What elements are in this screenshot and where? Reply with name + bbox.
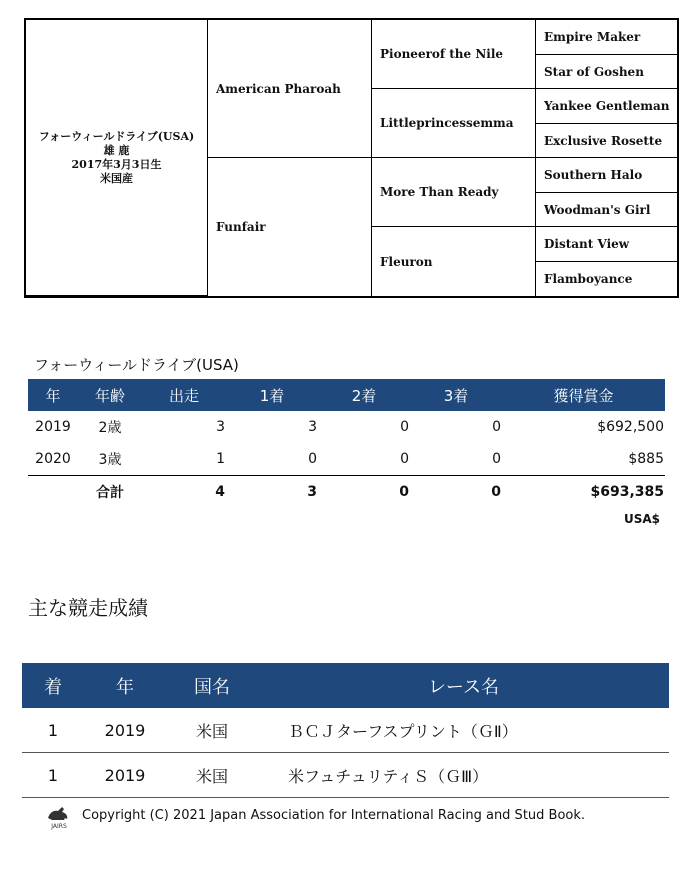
grandparent-cell: More Than Ready (372, 158, 536, 227)
race-header: 着 (22, 663, 84, 708)
record-header-row (28, 379, 665, 411)
record-cell: $692,500 (597, 419, 664, 435)
race-header: 年 (84, 663, 166, 708)
record-total-cell: 4 (142, 476, 226, 509)
race-row (22, 708, 669, 753)
great-grandparent-cell: Distant View (536, 227, 679, 262)
subject-horse-cell (26, 20, 208, 296)
record-header: 出走 (142, 379, 226, 411)
record-cell: 0 (400, 451, 409, 467)
record-header: 2着 (318, 379, 410, 411)
record-cell: 2歳 (98, 420, 122, 436)
race-cell: ＢＣＪターフスプリント（ＧⅡ） (258, 708, 669, 753)
race-cell: 米国 (166, 753, 258, 798)
race-header-row (22, 663, 669, 708)
record-cell: 3歳 (98, 452, 122, 468)
great-grandparent-cell: Exclusive Rosette (536, 124, 679, 158)
dam-cell: Funfair (208, 158, 372, 296)
record-cell: 2020 (35, 451, 71, 467)
record-cell: 1 (216, 451, 225, 467)
record-cell: $885 (628, 451, 664, 467)
subject-sex: 雄 鹿 (103, 143, 130, 157)
grandparent-cell: Littleprincessemma (372, 89, 536, 158)
sire-cell: American Pharoah (208, 20, 372, 158)
subject-name: フォーウィールドライブ(USA) (38, 129, 195, 143)
record-header: 年 (28, 379, 78, 411)
race-header: 国名 (166, 663, 258, 708)
record-header: 獲得賞金 (502, 379, 665, 411)
great-grandparent-cell: Star of Goshen (536, 55, 679, 89)
race-cell: 2019 (84, 753, 166, 798)
subject-born: 2017年3月3日生 (71, 157, 162, 171)
footer (44, 800, 684, 830)
record-cell: 0 (492, 451, 501, 467)
record-row (28, 443, 665, 476)
record-cell: 0 (492, 419, 501, 435)
race-cell: 米フュチュリティＳ（ＧⅢ） (258, 753, 669, 798)
race-cell: 1 (22, 708, 84, 753)
record-total-row (28, 476, 665, 509)
record-header: 3着 (410, 379, 502, 411)
record-cell: 2019 (35, 419, 71, 435)
great-grandparent-cell: Yankee Gentleman (536, 89, 679, 124)
record-cell: 0 (308, 451, 317, 467)
race-cell: 2019 (84, 708, 166, 753)
race-row (22, 753, 669, 798)
major-results-table (22, 663, 669, 798)
record-total-cell: 3 (226, 476, 318, 509)
great-grandparent-cell: Woodman's Girl (536, 193, 679, 227)
copyright-text: Copyright (C) 2021 Japan Association for International Racing and Stud Book. (82, 807, 586, 823)
record-total-cell: $693,385 (502, 476, 665, 509)
race-cell: 米国 (166, 708, 258, 753)
race-cell: 1 (22, 753, 84, 798)
great-grandparent-cell: Southern Halo (536, 158, 679, 193)
record-cell: 0 (400, 419, 409, 435)
grandparent-cell: Fleuron (372, 227, 536, 296)
grandparent-cell: Pioneerof the Nile (372, 20, 536, 89)
great-grandparent-cell: Empire Maker (536, 20, 679, 55)
great-grandparent-cell: Flamboyance (544, 272, 633, 286)
jairs-logo-icon (44, 800, 74, 830)
record-cell: 3 (308, 419, 317, 435)
major-results-title: 主な競走成績 (28, 596, 148, 620)
record-row (28, 411, 665, 443)
record-total-label: 合計 (78, 476, 142, 509)
record-total-cell: 0 (410, 476, 502, 509)
record-table (28, 379, 665, 508)
svg-text:JAIRS: JAIRS (51, 823, 67, 830)
record-currency: USA$ (623, 512, 660, 526)
subject-country: 米国産 (100, 171, 133, 185)
pedigree-table (24, 18, 679, 298)
record-cell: 3 (216, 419, 225, 435)
record-total-cell: 0 (318, 476, 410, 509)
record-header: 年齢 (78, 379, 142, 411)
race-header: レース名 (258, 663, 669, 708)
record-horse-name: フォーウィールドライブ(USA) (34, 356, 239, 374)
record-header: 1着 (226, 379, 318, 411)
